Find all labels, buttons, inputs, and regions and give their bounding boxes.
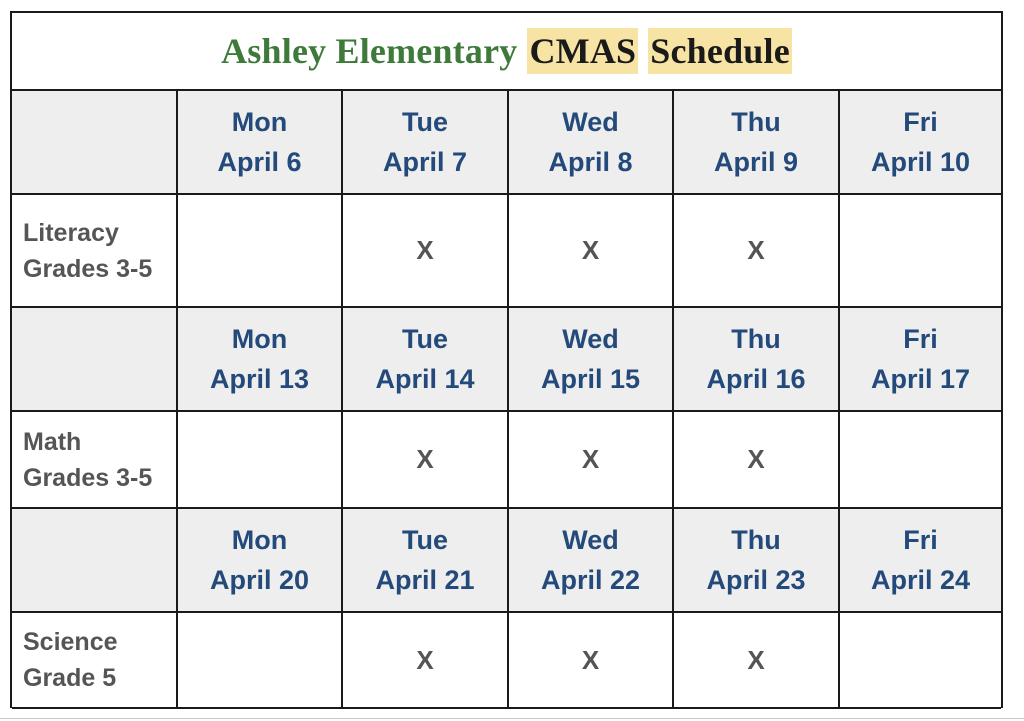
- day-of-week: Wed: [562, 324, 619, 354]
- day-date: April 8: [548, 147, 633, 177]
- day-date: April 13: [209, 364, 310, 394]
- day-header-cell: [508, 91, 673, 194]
- test-day-cell: [839, 612, 1001, 708]
- day-header-cell: [673, 508, 839, 612]
- week-1-day-header-row: [12, 91, 1001, 194]
- day-header-cell: [673, 307, 839, 411]
- day-header-cell: [839, 508, 1001, 612]
- day-of-week: Mon: [231, 525, 288, 555]
- day-of-week: Mon: [231, 324, 288, 354]
- title-schedule-word: Schedule: [648, 28, 792, 74]
- week-2-subject-row: [12, 411, 1001, 508]
- subject-label-cell: [12, 194, 177, 307]
- day-date: April 20: [209, 565, 310, 595]
- day-of-week: Mon: [231, 107, 288, 137]
- test-day-cell: X: [673, 194, 839, 307]
- page-bottom-divider: [0, 718, 1024, 719]
- day-date: April 9: [713, 147, 799, 177]
- day-header-cell: [342, 307, 508, 411]
- day-date: April 15: [540, 364, 641, 394]
- day-header-cell: [839, 91, 1001, 194]
- title-school-name: Ashley Elementary: [221, 31, 518, 71]
- day-header-cell: [839, 307, 1001, 411]
- day-date: April 14: [375, 364, 475, 394]
- title-test-name: CMAS: [527, 28, 638, 74]
- day-date: April 16: [706, 364, 806, 394]
- schedule-table: [12, 91, 1001, 709]
- day-of-week: Wed: [562, 525, 619, 555]
- subject-name: Math: [23, 427, 82, 456]
- corner-cell: [12, 508, 177, 612]
- day-date: April 10: [870, 147, 971, 177]
- test-day-cell: X: [342, 612, 508, 708]
- test-day-cell: X: [508, 194, 673, 307]
- day-date: April 7: [382, 147, 468, 177]
- test-day-cell: [839, 411, 1001, 508]
- test-day-cell: X: [508, 411, 673, 508]
- schedule-sheet: [10, 11, 1003, 708]
- subject-grades: Grades 3-5: [23, 254, 153, 283]
- day-date: April 24: [870, 565, 971, 595]
- test-day-cell: [839, 194, 1001, 307]
- day-header-cell: [177, 307, 342, 411]
- week-3-day-header-row: [12, 508, 1001, 612]
- day-of-week: Wed: [562, 107, 619, 137]
- day-header-cell: [673, 91, 839, 194]
- day-header-cell: [342, 508, 508, 612]
- day-header-cell: [342, 91, 508, 194]
- week-3-subject-row: [12, 612, 1001, 708]
- day-of-week: Tue: [402, 107, 448, 137]
- day-of-week: Thu: [731, 324, 781, 354]
- day-date: April 17: [870, 364, 971, 394]
- test-day-cell: X: [342, 194, 508, 307]
- week-2-day-header-row: [12, 307, 1001, 411]
- day-date: April 23: [706, 565, 806, 595]
- week-1-subject-row: [12, 194, 1001, 307]
- day-of-week: Thu: [731, 107, 781, 137]
- day-date: April 22: [540, 565, 641, 595]
- day-header-cell: [508, 508, 673, 612]
- day-of-week: Fri: [903, 324, 938, 354]
- day-of-week: Thu: [731, 525, 781, 555]
- corner-cell: [12, 91, 177, 194]
- day-of-week: Fri: [903, 525, 938, 555]
- day-date: April 6: [217, 147, 302, 177]
- day-of-week: Fri: [903, 107, 938, 137]
- test-day-cell: [177, 612, 342, 708]
- day-header-cell: [177, 91, 342, 194]
- subject-grades: Grade 5: [23, 664, 117, 692]
- subject-label-cell: [12, 612, 177, 708]
- test-day-cell: [177, 194, 342, 307]
- subject-name: Science: [23, 628, 118, 656]
- subject-grades: Grades 3-5: [23, 463, 153, 492]
- day-date: April 21: [375, 565, 475, 595]
- test-day-cell: [177, 411, 342, 508]
- schedule-title: [12, 13, 1001, 91]
- subject-name: Literacy: [23, 218, 119, 247]
- test-day-cell: X: [673, 411, 839, 508]
- subject-label-cell: [12, 411, 177, 508]
- day-of-week: Tue: [402, 324, 448, 354]
- day-header-cell: [508, 307, 673, 411]
- day-of-week: Tue: [402, 525, 448, 555]
- test-day-cell: X: [508, 612, 673, 708]
- day-header-cell: [177, 508, 342, 612]
- corner-cell: [12, 307, 177, 411]
- test-day-cell: X: [342, 411, 508, 508]
- test-day-cell: X: [673, 612, 839, 708]
